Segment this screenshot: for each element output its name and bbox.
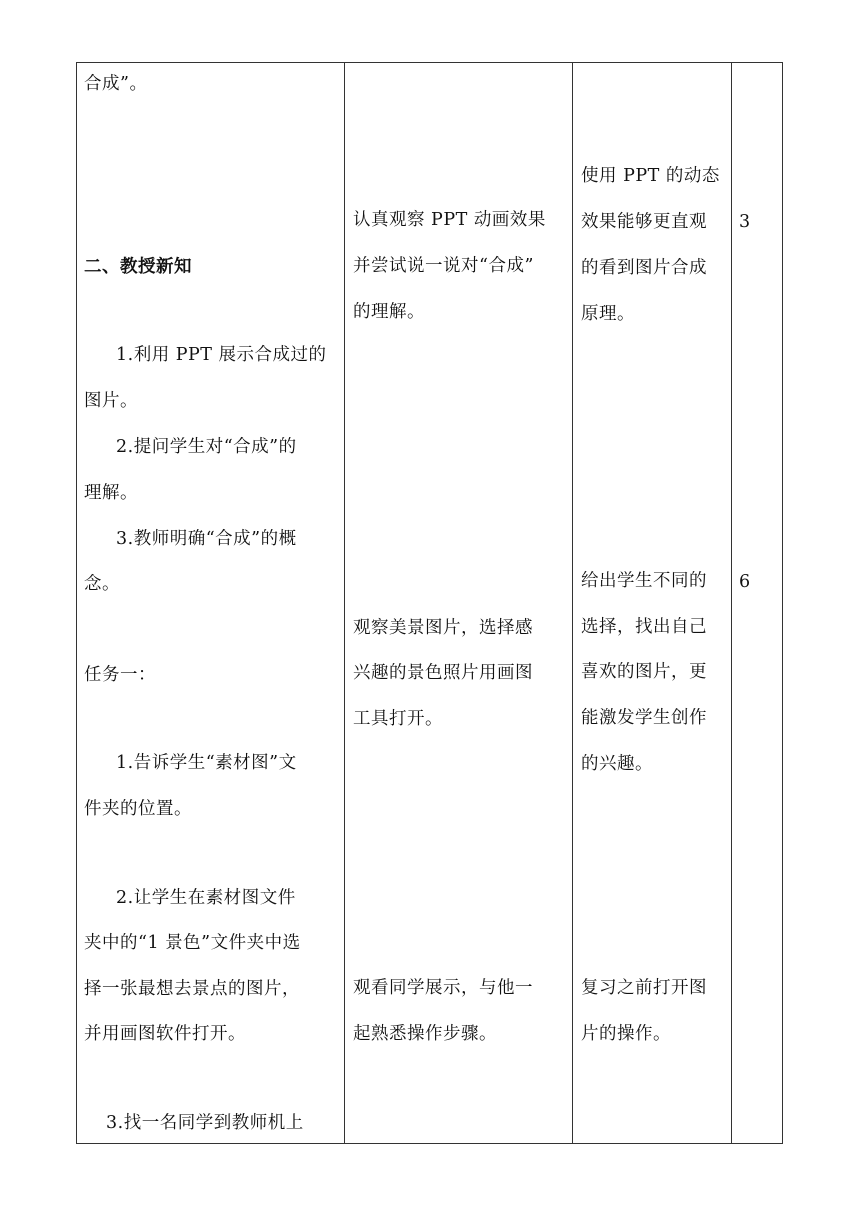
design-intent-line: 的兴趣。 xyxy=(581,754,653,774)
task-heading: 任务一： xyxy=(84,665,156,685)
teacher-activity-line: 择一张最想去景点的图片， xyxy=(84,979,300,999)
teacher-activity-line: 2.让学生在素材图文件 xyxy=(116,888,296,908)
design-intent-line: 效果能够更直观 xyxy=(581,212,707,232)
design-intent-line: 喜欢的图片，更 xyxy=(581,662,707,682)
student-activity-line: 的理解。 xyxy=(353,302,425,322)
teacher-activity-line: 1.告诉学生“素材图”文 xyxy=(116,753,297,773)
teacher-activity-line: 图片。 xyxy=(84,391,138,411)
student-activity-line: 兴趣的景色照片用画图 xyxy=(353,663,533,683)
teacher-activity-line: 念。 xyxy=(84,574,120,594)
student-activity-line: 工具打开。 xyxy=(353,709,443,729)
student-activity-line: 观看同学展示，与他一 xyxy=(353,978,533,998)
teacher-activity-line: 合成”。 xyxy=(84,74,148,94)
column-divider xyxy=(344,62,345,1144)
design-intent-line: 能激发学生创作 xyxy=(581,708,707,728)
teacher-activity-line: 并用画图软件打开。 xyxy=(84,1024,246,1044)
design-intent-line: 片的操作。 xyxy=(581,1024,671,1044)
student-activity-line: 观察美景图片，选择感 xyxy=(353,618,533,638)
teacher-activity-line: 件夹的位置。 xyxy=(84,799,192,819)
time-minutes: 3 xyxy=(739,212,751,232)
teacher-activity-line: 2.提问学生对“合成”的 xyxy=(116,437,297,457)
column-divider xyxy=(731,62,732,1144)
teacher-activity-line: 3.教师明确“合成”的概 xyxy=(116,529,297,549)
design-intent-line: 给出学生不同的 xyxy=(581,571,707,591)
time-minutes: 6 xyxy=(739,572,751,592)
column-divider xyxy=(572,62,573,1144)
section-heading: 二、教授新知 xyxy=(84,257,192,277)
design-intent-line: 原理。 xyxy=(581,304,635,324)
student-activity-line: 认真观察 PPT 动画效果 xyxy=(353,210,546,230)
teacher-activity-line: 夹中的“1 景色”文件夹中选 xyxy=(84,933,301,953)
design-intent-line: 使用 PPT 的动态 xyxy=(581,166,720,186)
teacher-activity-line: 3.找一名同学到教师机上 xyxy=(106,1113,304,1133)
design-intent-line: 选择，找出自己 xyxy=(581,617,707,637)
teacher-activity-line: 1.利用 PPT 展示合成过的 xyxy=(116,345,327,365)
teacher-activity-line: 理解。 xyxy=(84,483,138,503)
design-intent-line: 的看到图片合成 xyxy=(581,258,707,278)
student-activity-line: 并尝试说一说对“合成” xyxy=(353,256,534,276)
student-activity-line: 起熟悉操作步骤。 xyxy=(353,1024,497,1044)
design-intent-line: 复习之前打开图 xyxy=(581,978,707,998)
